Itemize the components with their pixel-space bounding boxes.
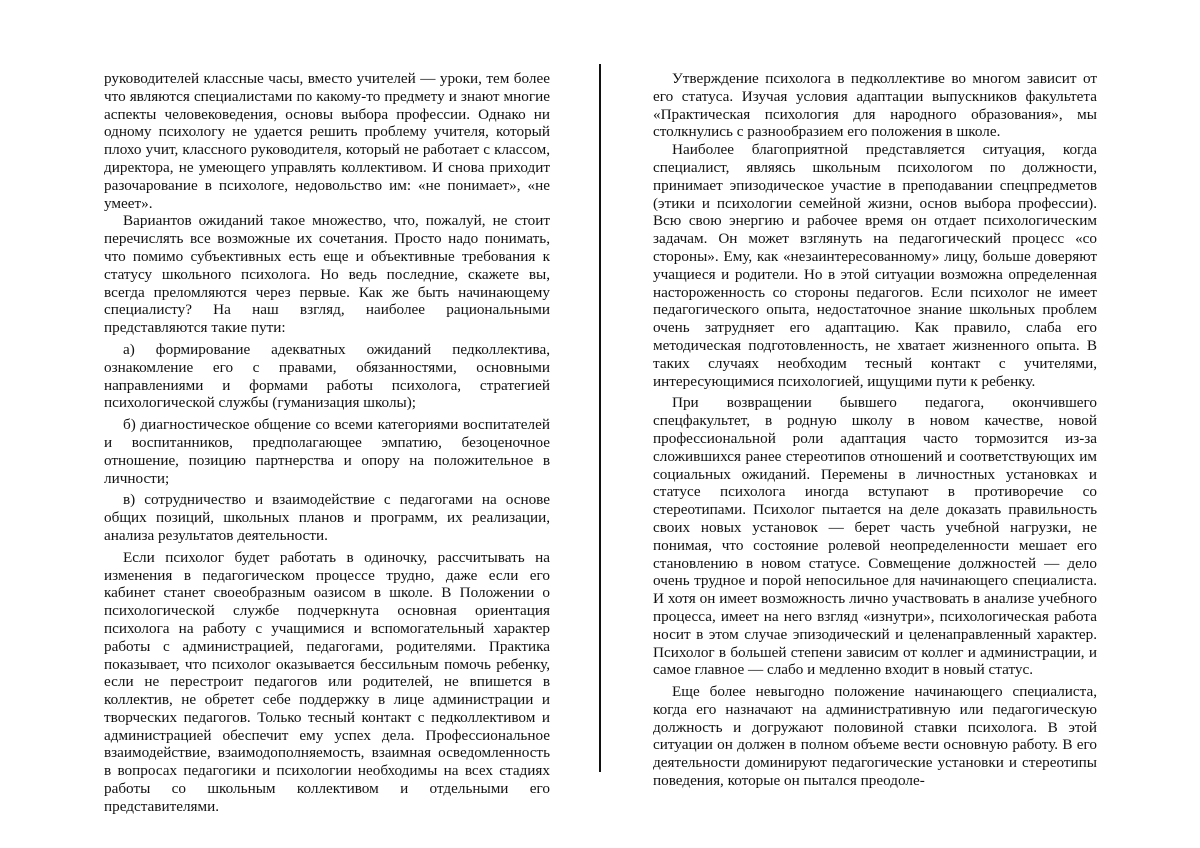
paragraph: Еще более невыгодно положение начинающего специалиста, когда его назначают на административную или педагогическую должность и догружают половиной ставки психолога. В этой ситуации он должен в полном объеме вести основную работу. В его деятельности доминируют педагогические установки и стереотипы поведения, которые он пытался преодоле- [653,683,1097,790]
left-page [104,70,550,816]
list-item: а) формирование адекватных ожиданий педколлектива, ознакомление его с правами, обязанностями, основными направлениями и формами работы психолога, стратегией психологической службы (гуманизация школы); [104,340,550,412]
paragraph: Наиболее благоприятной представляется ситуация, когда специалист, являясь школьным психологом по должности, принимает эпизодическое участие в преподавании спецпредметов (этики и психологии семейной жизни, основ выбора профессии). Всю свою энергию и рабочее время он отдает психологическим задачам. Он может взглянуть на педагогический процесс «со стороны». Ему, как «незаинтересованному» лицу, больше доверяют учащиеся и родители. Но в этой ситуации возможна определенная настороженность со стороны педагогов. Если психолог не имеет педагогического опыта, недостаточное знание школьных проблем очень затрудняет его адаптацию. Как правило, слаба его методическая подготовленность, не хватает жизненного опыта. В таких случаях необходим тесный контакт с учителями, интересующимися психологией, ищущими пути к ребенку. [653,141,1097,390]
list-item: б) диагностическое общение со всеми категориями воспитателей и воспитанников, предполагающее эмпатию, безоценочное отношение, позицию партнерства и опору на положительное в личности; [104,416,550,487]
right-page [653,70,1097,790]
paragraph: Если психолог будет работать в одиночку, рассчитывать на изменения в педагогическом процессе трудно, даже если его кабинет станет своеобразным оазисом в школе. В Положении о психологической службе подчеркнута основная ориентация психолога на работу с учащимися и вспомогательный характер работы с администрацией, педагогами, родителями. Практика показывает, что психолог оказывается бессильным помочь ребенку, если не перестроит педагогов или родителей, не впишется в коллектив, не обретет себе поддержку в лице администрации и творческих педагогов. Только тесный контакт с педколлективом и администрацией обеспечит ему успех дела. Профессиональное взаимодействие, взаимодополняемость, взаимная осведомленность в вопросах педагогики и психологии необходимы на всех стадиях работы со школьным коллективом и отдельными его представителями. [104,548,550,815]
paragraph: руководителей классные часы, вместо учителей — уроки, тем более что являются специалистами по какому-то предмету и знают многие аспекты человековедения, основы выбора профессии. Однако ни одному психологу не удается решить проблему учителя, который плохо учит, классного руководителя, который не работает с классом, директора, не умеющего управлять коллективом. И снова приходит разочарование в психологе, недовольство им: «не понимает», «не умеет». [104,70,550,212]
list-item: в) сотрудничество и взаимодействие с педагогами на основе общих позиций, школьных планов и программ, их реализации, анализа результатов деятельности. [104,491,550,544]
page-divider [599,64,601,772]
paragraph: Вариантов ожиданий такое множество, что, пожалуй, не стоит перечислять все возможные их сочетания. Просто надо понимать, что помимо субъективных есть еще и объективные требования к статусу школьного психолога. Но ведь последние, скажете вы, всегда преломляются через первые. Как же быть начинающему специалисту? На наш взгляд, наиболее рациональными представляются такие пути: [104,212,550,337]
paragraph: При возвращении бывшего педагога, окончившего спецфакультет, в родную школу в новом качестве, новой профессиональной роли адаптация часто тормозится из-за сложившихся ранее стереотипов отношений и соответствующих им социальных ожиданий. Перемены в личностных установках и статусе психолога иногда вступают в противоречие со стереотипами. Психолог пытается на деле доказать правильность своих новых установок — берет часть учебной нагрузки, не понимая, что состояние ролевой неопределенности мешает его становлению в новом статусе. Совмещение должностей — дело очень трудное и порой непосильное для начинающего специалиста. И хотя он имеет возможность лично участвовать в анализе учебного процесса, имеет на него взгляд «изнутри», психологическая работа носит в этом случае эпизодический и целенаправленный характер. Психолог в большей степени зависим от коллег и администрации, и самое главное — слабо и медленно входит в новый статус. [653,394,1097,679]
paragraph: Утверждение психолога в педколлективе во многом зависит от его статуса. Изучая условия адаптации выпускников факультета «Практическая психология для народного образования», мы столкнулись с разнообразием его положения в школе. [653,70,1097,141]
